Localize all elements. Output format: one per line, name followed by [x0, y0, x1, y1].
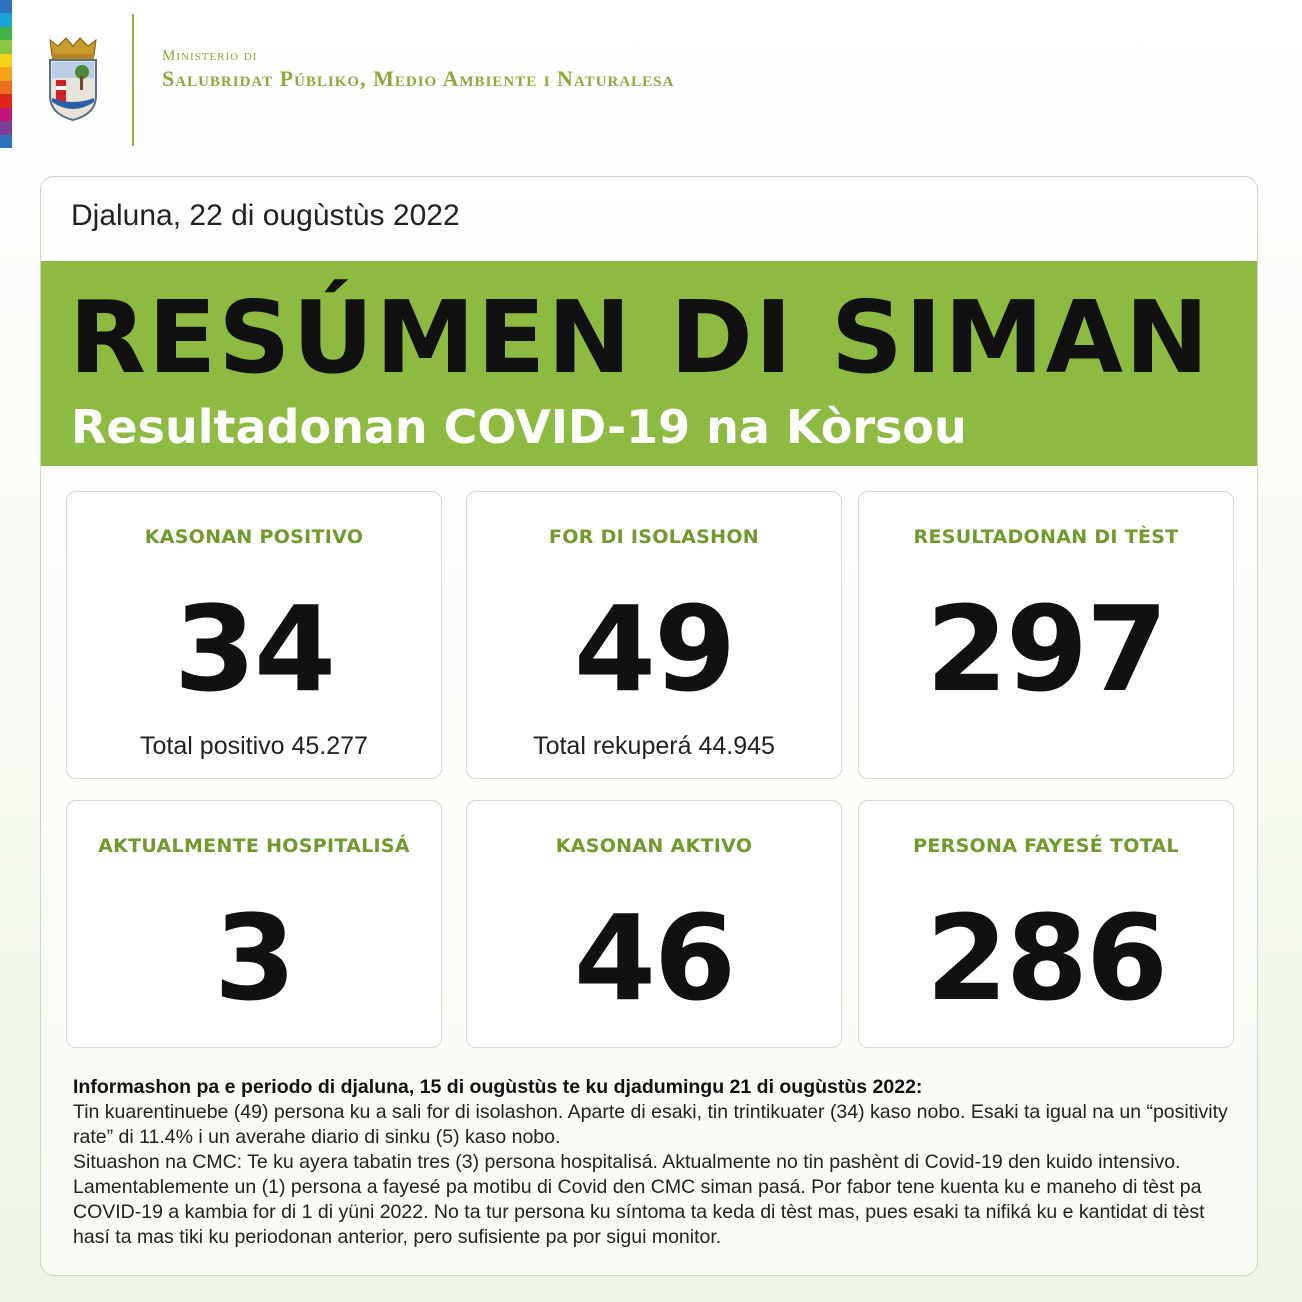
color-strip — [0, 0, 12, 148]
stat-tile-released-isolation — [466, 491, 842, 779]
stat-label: AKTUALMENTE HOSPITALISÁ — [98, 835, 410, 857]
info-heading: Informashon pa e periodo di djaluna, 15 di ougùstùs te ku djadumingu 21 di ougùstùs 2022: — [73, 1076, 923, 1098]
title-banner — [41, 261, 1257, 466]
color-strip-segment — [0, 40, 12, 53]
color-strip-segment — [0, 121, 12, 134]
color-strip-segment — [0, 81, 12, 94]
info-paragraph: Tin kuarentinuebe (49) persona ku a sali for di isolashon. Aparte di esaki, tin trintikuater (34) kaso nobo. Esaki ta igual na un “positivity rate” di 11.4% i un averahe diario di sinku (5) kaso nobo. — [73, 1101, 1228, 1148]
ministry-line1: Ministerio di — [162, 48, 258, 64]
stat-label: FOR DI ISOLASHON — [549, 526, 759, 548]
color-strip-segment — [0, 0, 12, 13]
color-strip-segment — [0, 67, 12, 80]
coat-of-arms-icon — [44, 36, 102, 122]
stat-tile-active-cases — [466, 800, 842, 1048]
color-strip-segment — [0, 13, 12, 26]
report-date: Djaluna, 22 di ougùstùs 2022 — [71, 199, 460, 232]
page-title: RESÚMEN DI SIMAN — [69, 279, 1211, 396]
stat-tile-test-results — [858, 491, 1234, 779]
stat-value: 46 — [573, 889, 735, 1027]
color-strip-segment — [0, 94, 12, 107]
info-paragraph: Situashon na CMC: Te ku ayera tabatin tres (3) persona hospitalisá. Aktualmente no tin pashènt di Covid-19 den kuido intensivo. Lamentablemente un (1) persona a fayesé pa motibu di Covid den CMC siman pasá. Por fabor tene kuenta ku e maneho di tèst pa COVID-19 a kambia for di 1 di yüni 2022. No ta tur persona ku síntoma ta keda di tèst mas, pues esaki ta nifiká ku e kantidat di tèst hasí ta mas tiki ku periodonan anterior, pero sufisiente pa por sigui monitor. — [73, 1151, 1205, 1248]
stat-label: RESULTADONAN DI TÈST — [913, 526, 1179, 548]
ministry-line2: Salubridat Públiko, Medio Ambiente i Naturalesa — [162, 66, 675, 91]
stat-value: 34 — [173, 580, 335, 718]
stat-subtext: Total rekuperá 44.945 — [533, 732, 775, 760]
stat-tile-deceased-total — [858, 800, 1234, 1048]
summary-card — [40, 176, 1258, 1276]
stat-tile-hospitalized — [66, 800, 442, 1048]
stat-label: KASONAN AKTIVO — [555, 835, 753, 857]
stat-value: 3 — [213, 889, 295, 1027]
stat-tile-positive-cases — [66, 491, 442, 779]
stat-subtext: Total positivo 45.277 — [140, 732, 368, 760]
stat-value: 297 — [925, 580, 1167, 718]
ministry-name — [162, 46, 674, 92]
stat-value: 49 — [573, 580, 735, 718]
color-strip-segment — [0, 108, 12, 121]
stat-value: 286 — [925, 889, 1167, 1027]
header-divider — [132, 14, 134, 146]
stat-label: KASONAN POSITIVO — [144, 526, 364, 548]
stat-label: PERSONA FAYESÉ TOTAL — [913, 835, 1179, 857]
color-strip-segment — [0, 27, 12, 40]
page-subtitle: Resultadonan COVID-19 na Kòrsou — [71, 400, 967, 454]
color-strip-segment — [0, 54, 12, 67]
color-strip-segment — [0, 135, 12, 148]
info-section — [73, 1075, 1243, 1250]
